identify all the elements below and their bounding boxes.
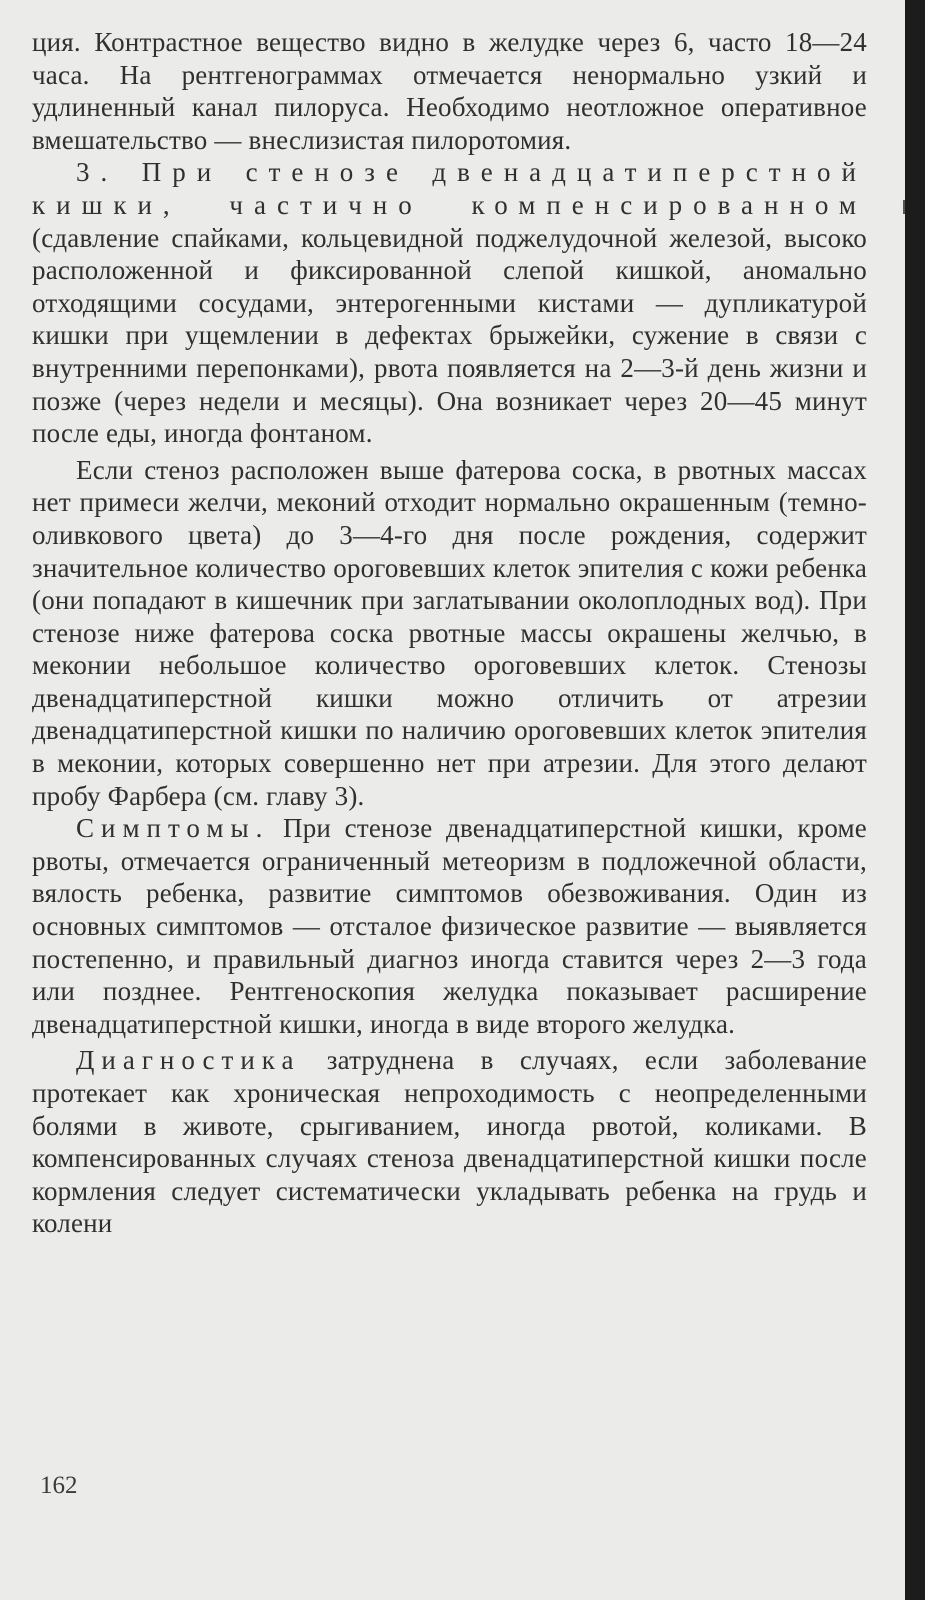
paragraph-text: затруднена в случаях, если заболевание протекает как хроническая непроходимость с неопределенными болями в животе, срыгиванием, иногда рвотой, коликами. В компенсированных случаях стеноза двенадцатиперстной кишки после кормления следует систематически укладывать ребенка на грудь и колени	[32, 1045, 867, 1239]
symptoms-heading: Симптомы.	[76, 813, 270, 844]
paragraph-symptoms	[32, 812, 867, 1040]
diagnostics-heading: Диагностика	[76, 1045, 301, 1076]
paragraph-pyloric-surgery	[32, 26, 867, 156]
paragraph-vater-papilla	[32, 454, 867, 813]
paragraph-text: Если стеноз расположен выше фатерова соска, в рвотных массах нет примеси желчи, меконий отходит нормально окрашенным (темно-оливкового цвета) до 3—4-го дня после рождения, содержит значительное количество ороговевших клеток эпителия с кожи ребенка (они попадают в кишечник при заглатывании околоплодных вод). При стенозе ниже фатерова соска рвотные массы окрашены желчью, в меконии небольшое количество ороговевших клеток. Стенозы двенадцатиперстной кишки можно отличить от атрезии двенадцатиперстной кишки по наличию ороговевших клеток эпителия в меконии, которых совершенно нет при атрезии. Для этого делают пробу Фарбера (см. главу 3).	[32, 454, 867, 811]
page-edge-mark	[903, 200, 905, 214]
paragraph-text: ция. Контрастное вещество видно в желудке через 6, часто 18—24 часа. На рентгенограммах отмечается ненормально узкий и удлиненный канал пилоруса. Необходимо неотложное оперативное вмешательство — внеслизистая пилоротомия.	[32, 27, 867, 155]
paragraph-diagnostics	[32, 1044, 867, 1240]
paragraph-text: При стенозе двенадцатиперстной кишки, кроме рвоты, отмечается ограниченный метеоризм в подложечной области, вялость ребенка, развитие симптомов обезвоживания. Один из основных симптомов — отсталое физическое развитие — выявляется постепенно, и правильный диагноз иногда ставится через 2—3 года или позднее. Рентгеноскопия желудка показывает расширение двенадцатиперстной кишки, иногда в виде второго желудка.	[32, 813, 867, 1039]
page-number: 162	[40, 1472, 78, 1499]
paragraph-duodenal-stenosis	[32, 156, 867, 449]
section-heading: 3. При стенозе двенадцатиперстной кишки, частично компенсированном	[32, 157, 867, 220]
paragraph-text: (сдавление спайками, кольцевидной поджелудочной железой, высоко расположенной и фиксированной слепой кишкой, аномально отходящими сосудами, энтерогенными кистами — дупликатурой кишки при ущемлении в дефектах брыжейки, сужение в связи с внутренними перепонками), рвота появляется на 2—3-й день жизни и позже (через недели и месяцы). Она возникает через 20—45 минут после еды, иногда фонтаном.	[32, 222, 867, 449]
